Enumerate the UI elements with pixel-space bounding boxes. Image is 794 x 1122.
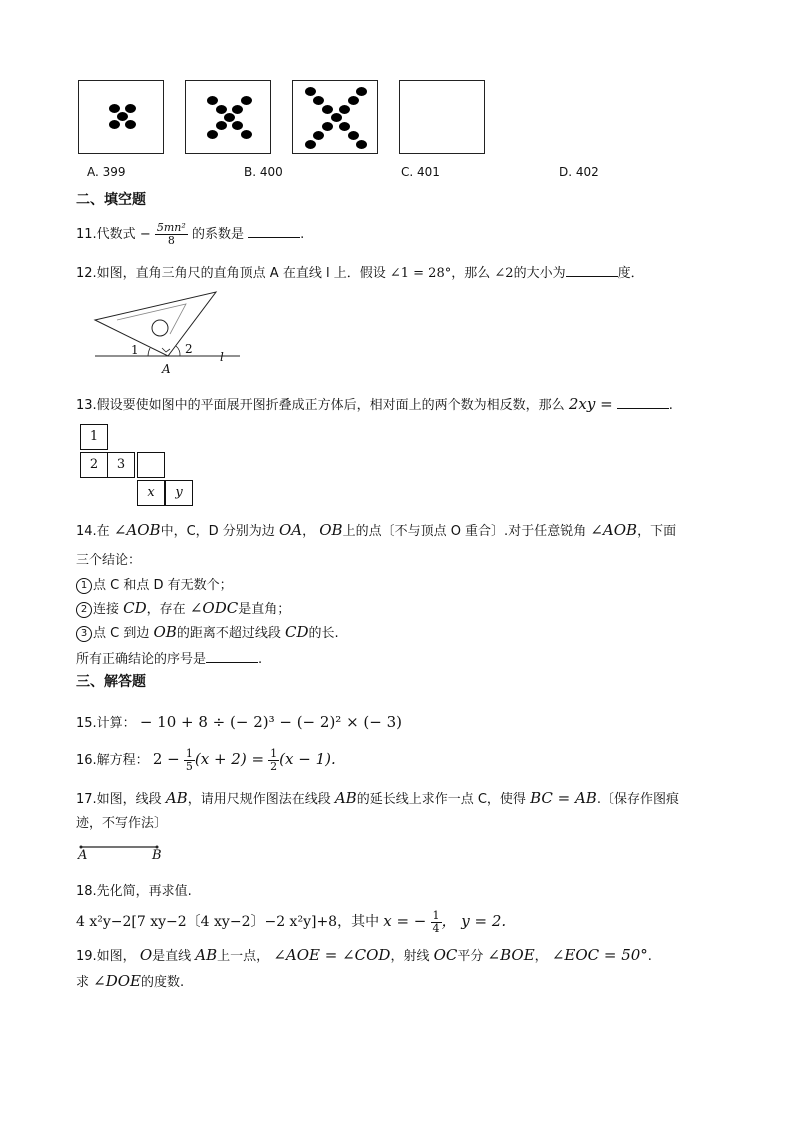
dot: [305, 140, 316, 149]
q19-d: 平分: [457, 949, 484, 964]
dot: [207, 96, 218, 105]
dot: [339, 122, 350, 131]
angle-2-arc: [176, 346, 180, 356]
q19-l2-post: 的度数.: [141, 975, 185, 990]
dot: [125, 120, 136, 129]
question-19-line-2: [76, 971, 184, 990]
dot: [331, 113, 342, 122]
section-fill-in-heading: 二、填空题: [76, 192, 146, 208]
q14-cd-2: CD: [284, 623, 309, 641]
angle-1-arc: [148, 348, 150, 356]
q12-mid: ，那么: [451, 266, 491, 281]
net-cell-1: 1: [80, 424, 108, 450]
q13-text: 13.假设要使如图中的平面展开图折叠成正方体后，相对面上的两个数为相反数，那么: [76, 398, 565, 413]
q18-expr: 4 x²y−2[7 xy−2〔4 xy−2〕−2 x²y]+8，其中: [76, 914, 380, 930]
dot: [232, 105, 243, 114]
dot: [109, 104, 120, 113]
q19-doe: ∠DOE: [93, 972, 141, 990]
q19-b: 上一点，: [217, 949, 270, 964]
net-cell-y: y: [165, 480, 193, 506]
dot: [207, 130, 218, 139]
q14-c2-c: 是直角；: [238, 602, 291, 617]
fig-label-A: A: [162, 362, 171, 376]
fig-label-l: l: [220, 350, 224, 364]
q19-c: ，射线: [390, 949, 430, 964]
question-19-line-1: [76, 945, 652, 964]
q14-conclusion-1: [76, 574, 233, 594]
q14-angle-aob: ∠AOB: [113, 521, 161, 539]
q13-expr: 2xy =: [568, 395, 613, 413]
q11-answer-blank[interactable]: [248, 225, 300, 238]
q17-post: .〔保存作图痕: [596, 792, 679, 807]
dot: [232, 121, 243, 130]
q13-answer-blank[interactable]: [617, 396, 669, 409]
period: .: [300, 227, 305, 242]
q18-fraction: [431, 910, 442, 935]
q14-cd: CD: [123, 599, 147, 617]
q16-pre: 16.解方程：: [76, 753, 149, 768]
pattern-box-3: [292, 80, 378, 154]
q14-c3-c: 的长.: [308, 626, 339, 641]
q14-text-b: 上的点〔不与顶点 O 重合〕.对于任意锐角: [342, 524, 587, 539]
dot: [356, 140, 367, 149]
q19-oc: OC: [433, 946, 458, 964]
q18-f-num: 1: [432, 909, 440, 922]
dot: [241, 130, 252, 139]
q16-part-a: 2 −: [152, 750, 180, 768]
q14-text-a: 中，C，D 分别为边: [160, 524, 275, 539]
q11-numerator: 5mn²: [156, 221, 186, 234]
q17-mid: ，请用尺规作图法在线段: [187, 792, 331, 807]
q14-conclusion-3: [76, 622, 339, 642]
q14-text-c: ，下面: [637, 524, 677, 539]
q14-c3-a: 点 C 到边: [93, 626, 150, 641]
q14-comma: ，: [302, 524, 316, 539]
q18-f-den: 4: [432, 922, 440, 935]
q19-ab: AB: [195, 946, 218, 964]
dot: [322, 105, 333, 114]
q19-f: .: [647, 949, 652, 964]
q19-e: ，: [534, 949, 548, 964]
q14-conclusion-2: [76, 598, 290, 618]
dot: [117, 112, 128, 121]
set-square: [95, 292, 216, 356]
q19-l2-pre: 求: [76, 975, 90, 990]
q14-angle-aob-2: ∠AOB: [590, 521, 638, 539]
q16-f2-num: 1: [270, 747, 278, 760]
label-A: A: [78, 848, 88, 863]
q18-y-eq: ， y = 2.: [441, 912, 507, 930]
q15-expression: − 10 + 8 ÷ (− 2)³ − (− 2)² × (− 3): [139, 713, 402, 731]
q14-c2-b: ，存在: [146, 602, 186, 617]
question-17-line-1: [76, 788, 679, 807]
q11-pre: 11.代数式: [76, 227, 136, 242]
dot: [216, 121, 227, 130]
dot: [339, 105, 350, 114]
section-solve-heading: 三、解答题: [76, 674, 146, 690]
dot: [356, 87, 367, 96]
pattern-box-2: [185, 80, 271, 154]
right-angle-mark: [162, 348, 170, 352]
question-11: [76, 222, 304, 247]
q16-f1-num: 1: [185, 747, 193, 760]
q14-ob: OB: [319, 521, 343, 539]
dot: [241, 96, 252, 105]
q17-ab: AB: [165, 789, 188, 807]
q11-fraction: [155, 222, 188, 247]
q11-post: 的系数是: [191, 227, 244, 242]
option-a: A. 399: [87, 165, 126, 179]
dot: [348, 131, 359, 140]
net-cell-3: 3: [107, 452, 135, 478]
dot: [305, 87, 316, 96]
q16-f1-den: 5: [185, 760, 193, 773]
q14-pre: 14.在: [76, 524, 110, 539]
question-14-line-1: [76, 520, 676, 539]
q14-ob-2: OB: [153, 623, 177, 641]
q16-part-c: (x − 1).: [279, 750, 336, 768]
q14-answer-blank[interactable]: [206, 650, 258, 663]
pattern-box-1: [78, 80, 164, 154]
q16-f2-den: 2: [270, 760, 278, 773]
option-d: D. 402: [559, 165, 599, 179]
q19-boe: ∠BOE: [487, 946, 535, 964]
dot: [216, 105, 227, 114]
q12-post: 的大小为: [513, 266, 566, 281]
dot: [313, 131, 324, 140]
dot: [224, 113, 235, 122]
period: .: [258, 652, 263, 667]
q15-pre: 15.计算：: [76, 716, 136, 731]
q17-ab-2: AB: [334, 789, 357, 807]
q14-last: 所有正确结论的序号是: [76, 652, 207, 667]
minus-sign: −: [139, 227, 151, 242]
q14-c3-b: 的距离不超过线段: [176, 626, 281, 641]
set-square-hole: [152, 320, 168, 336]
q19-pre: 19.如图，: [76, 949, 136, 964]
set-square-inner-edge: [117, 304, 186, 334]
question-18-expression: [76, 910, 506, 935]
q17-mid2: 的延长线上求作一点 C，使得: [356, 792, 526, 807]
dot: [322, 122, 333, 131]
q14-c2-a: 连接: [93, 602, 120, 617]
question-12: [76, 262, 644, 281]
q14-oa: OA: [278, 521, 303, 539]
circled-number-1: 1: [76, 578, 92, 594]
pattern-box-4-empty: [399, 80, 485, 154]
q16-fraction-2: [268, 748, 279, 773]
question-14-line-2: 三个结论：: [76, 553, 142, 568]
question-18-title: 18.先化简，再求值.: [76, 884, 192, 899]
question-17-line-2: 迹，不写作法〕: [76, 816, 168, 831]
q14-c1: 点 C 和点 D 有无数个；: [93, 578, 233, 593]
question-13: [76, 394, 673, 413]
dot: [313, 96, 324, 105]
q19-a: 是直线: [152, 949, 192, 964]
fig-label-2: 2: [185, 342, 193, 356]
q12-angle1: ∠1 = 28°: [389, 266, 452, 281]
net-cell-2: 2: [80, 452, 108, 478]
q11-denominator: 8: [167, 234, 175, 247]
circled-number-3: 3: [76, 626, 92, 642]
q17-pre: 17.如图，线段: [76, 792, 162, 807]
q17-bc-eq-ab: BC = AB: [530, 789, 597, 807]
q12-angle2: ∠2: [494, 266, 514, 281]
dot: [109, 120, 120, 129]
dot: [348, 96, 359, 105]
q19-eoc: ∠EOC = 50°: [551, 946, 648, 964]
q18-x-eq: x = −: [383, 912, 427, 930]
q12-answer-blank[interactable]: [566, 264, 618, 277]
circled-number-2: 2: [76, 602, 92, 618]
net-cell-blank: [137, 452, 165, 478]
q16-part-b: (x + 2) =: [194, 750, 265, 768]
q12-unit: 度．: [617, 266, 644, 281]
period: .: [668, 398, 673, 413]
q16-fraction-1: [184, 748, 195, 773]
q12-pre: 12.如图，直角三角尺的直角顶点 A 在直线 l 上．假设: [76, 266, 386, 281]
option-c: C. 401: [401, 165, 440, 179]
label-B: B: [152, 848, 162, 863]
question-15: [76, 712, 402, 731]
question-14-answer-line: [76, 648, 262, 667]
q14-angle-odc: ∠ODC: [189, 599, 239, 617]
q19-o: O: [139, 946, 153, 964]
q19-aoe-eq-cod: ∠AOE = ∠COD: [273, 946, 391, 964]
question-16: [76, 748, 336, 773]
net-cell-x: x: [137, 480, 165, 506]
option-b: B. 400: [244, 165, 283, 179]
dot: [125, 104, 136, 113]
fig-label-1: 1: [131, 343, 139, 357]
